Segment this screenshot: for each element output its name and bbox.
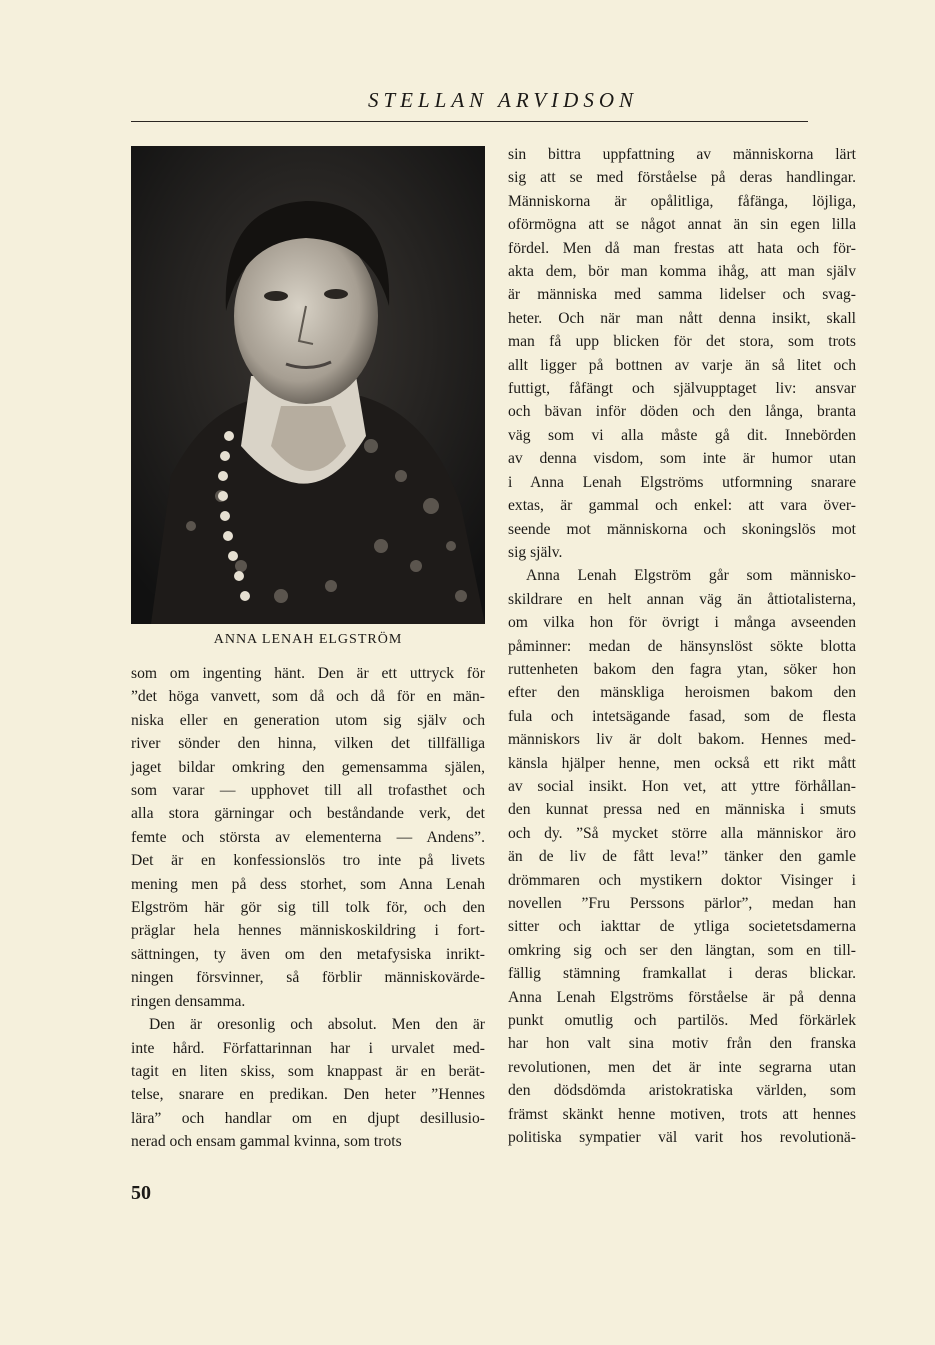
text-line: Det är en konfessionslös tro inte på livets [131,852,485,870]
text-line: ”det höga vanvett, som då och då för en män- [131,688,485,706]
text-line: som varar — upphovet till all trofasthet och [131,782,485,800]
text-line: Anna Lenah Elgströms förståelse är på denna [508,988,856,1006]
text-line: extas, är gammal och enkel: att vara över- [508,497,856,515]
text-line: punkt omutlig och partilös. Med förkärlek [508,1012,856,1030]
text-line: väg som vi alla måste gå dit. Innebörden [508,426,856,444]
right-column [508,143,856,1149]
text-line: fällig stämning framkallat i deras blickar. [508,965,856,983]
header-rule [131,121,808,122]
text-line: känsla hjälper henne, men också ett rikt mått [508,754,856,772]
text-line: femte och största av elementerna — Andens”. [131,828,485,846]
portrait-illustration [131,146,485,624]
text-line: sättningen, ty även om den metafysiska inrikt- [131,945,485,963]
portrait-photo [131,146,485,624]
text-line: Den är oresonlig och absolut. Men den är [149,1016,485,1034]
text-line: sig själv. [508,543,563,561]
text-line: telse, snarare en predikan. Den heter ”Hennes [131,1086,485,1104]
text-line: allt ligger på bottnen av varje än så litet och [508,356,856,374]
text-line: man få upp blicken för det stora, som trots [508,333,856,351]
text-line: i Anna Lenah Elgströms utformning snarare [508,473,856,491]
text-line: främst skänkt henne motiven, trots att hennes [508,1105,856,1123]
text-line: seende mot människorna och skoningslös mot [508,520,856,538]
text-line: Människorna är opålitliga, fåfänga, löjliga, [508,192,856,210]
text-line: fula och intetsägande fasad, som de flesta [508,707,856,725]
text-line: är människa med samma lidelser och svag- [508,286,856,304]
text-line: drömmaren och mystikern doktor Visinger i [508,871,856,889]
text-line: alla stora gärningar och beståndande verk, det [131,805,485,823]
text-line: skildrare en helt annan väg än åttiotalisterna, [508,590,856,608]
text-line: politiska sympatier väl varit hos revolutionä- [508,1129,856,1147]
text-line: river sönder den hinna, vilken det tillfälliga [131,735,485,753]
text-line: den dödsdömda aristokratiska världen, som [508,1082,856,1100]
text-line: fördel. Men då man frestas att hata och för- [508,239,856,257]
running-head: STELLAN ARVIDSON [367,88,638,112]
text-line: och bävan inför döden och den långa, branta [508,403,856,421]
text-line: niska eller en generation utom sig själv och [131,711,485,729]
text-line: den kunnat pressa ned en människa i smuts [508,801,856,819]
text-line: efter den mänskliga heroismen bakom den [508,684,856,702]
text-line: påminner: medan de hänsynslöst sökte blotta [508,637,856,655]
text-line: akta dem, bör man komma ihåg, att man själv [508,263,856,281]
page-number: 50 [131,1182,151,1204]
text-line: novellen ”Fru Perssons pärlor”, medan han [508,895,856,912]
text-line: nerad och ensam gammal kvinna, som trots [131,1133,402,1151]
text-line: ningen försvinner, så förblir människovärde- [131,969,485,987]
text-line: om vilka hon för övrigt i många avseenden [508,614,856,632]
text-line: präglar hela hennes människoskildring i fort- [131,922,485,940]
text-line: Anna Lenah Elgström går som människo- [526,567,856,585]
text-line: av denna visdom, som inte är humor utan [508,450,856,468]
text-line: sig att se med förståelse på deras handlingar. [508,169,856,187]
left-column [131,662,485,1154]
text-line: oförmögna att se något annat än sin egen lilla [508,216,856,234]
text-line: sin bittra uppfattning av människorna lärt [508,146,856,163]
text-line: och dy. ”Så mycket större alla människor äro [508,824,856,842]
text-line: revolutionen, men det är inte segrarna utan [508,1058,856,1076]
text-line: jaget bildar omkring den gemensamma själen, [131,758,485,776]
text-line: Elgström här gör sig till tolk för, och den [131,899,485,917]
text-line: futtigt, fåfängt och självupptaget liv: ansvar [508,380,856,398]
text-line: omkring sig och ser den längtan, som en till- [508,941,856,959]
text-line: lära” och handlar om en djupt desillusio- [131,1109,485,1127]
text-line: än de liv de fått leva!” tänker den gamle [508,848,856,866]
text-line: har hon valt sina motiv från den franska [508,1035,856,1053]
text-line: som om ingenting hänt. Den är ett uttryck för [131,665,485,682]
text-line: ruttenheten bakom den fagra ytan, söker hon [508,660,856,678]
text-line: heter. Och när man nått denna insikt, skall [508,309,856,327]
text-line: tagit en liten skiss, som knappast är en berät- [131,1062,485,1080]
text-line: av social insikt. Hon vet, att yttre förhållan- [508,777,856,795]
text-line: inte hård. Författarinnan har i urvalet med- [131,1039,485,1057]
photo-caption: ANNA LENAH ELGSTRÖM [213,632,403,647]
text-line: sitter och iakttar de ytliga societetsdamerna [508,918,856,936]
text-line: mening men på dess storhet, som Anna Lenah [131,875,485,893]
text-line: ringen densamma. [131,992,246,1010]
text-line: människors liv är dolt bakom. Hennes med- [508,731,856,749]
